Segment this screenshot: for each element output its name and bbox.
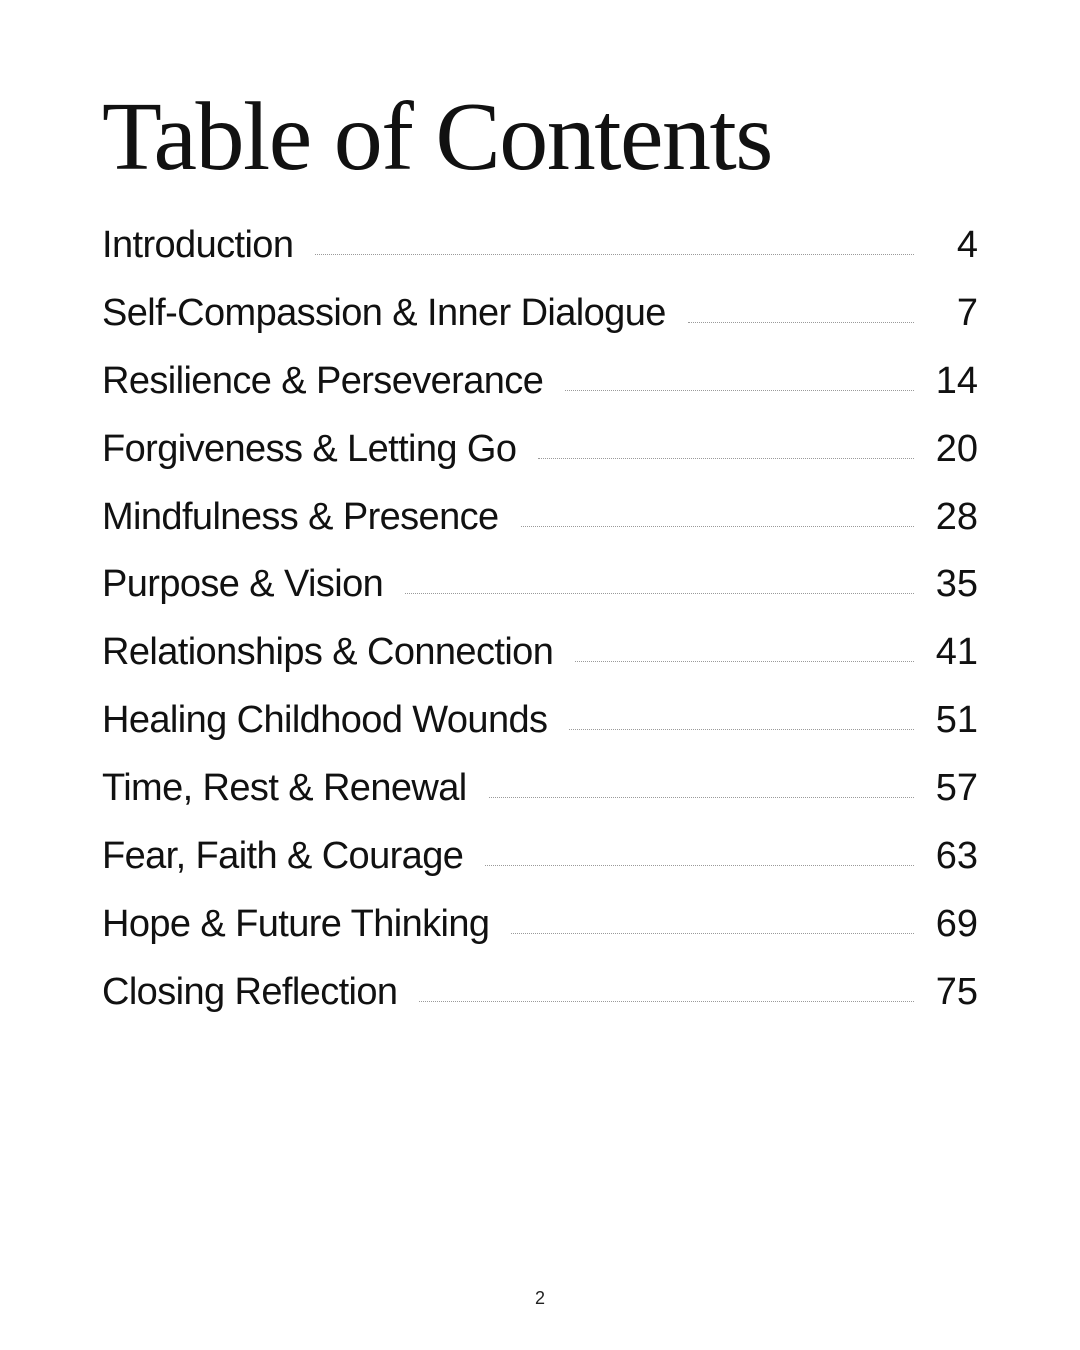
toc-entry-page: 75	[935, 970, 978, 1013]
dot-leader	[688, 322, 914, 323]
toc-entry-title: Forgiveness & Letting Go	[102, 427, 517, 470]
toc-entry	[102, 224, 978, 292]
toc-entry	[102, 563, 978, 631]
toc-entry	[102, 496, 978, 564]
toc-entry	[102, 767, 978, 835]
toc-entry-title: Relationships & Connection	[102, 631, 554, 674]
dot-leader	[511, 933, 913, 934]
toc-entry	[102, 699, 978, 767]
toc-entry-title: Hope & Future Thinking	[102, 902, 490, 945]
dot-leader	[315, 254, 914, 255]
toc-entry-page: 20	[935, 427, 978, 470]
toc-entry	[102, 835, 978, 903]
toc-entry-page: 41	[935, 631, 978, 674]
toc-entry-title: Healing Childhood Wounds	[102, 699, 548, 742]
toc-entry-page: 63	[935, 835, 978, 878]
toc-entry-page: 28	[935, 495, 978, 538]
toc-entry	[102, 360, 978, 428]
toc-entry	[102, 903, 978, 971]
toc-entry-page: 7	[956, 291, 978, 334]
toc-entry-title: Purpose & Vision	[102, 563, 384, 606]
toc-entry-title: Time, Rest & Renewal	[102, 767, 467, 810]
toc-entry-title: Closing Reflection	[102, 970, 398, 1013]
dot-leader	[575, 661, 913, 662]
dot-leader	[485, 865, 913, 866]
toc-entry	[102, 631, 978, 699]
toc-entry-title: Resilience & Perseverance	[102, 359, 544, 402]
dot-leader	[569, 729, 913, 730]
toc-entry-page: 51	[935, 699, 978, 742]
toc-entry-title: Mindfulness & Presence	[102, 495, 499, 538]
page-number: 2	[534, 1288, 545, 1308]
dot-leader	[521, 526, 914, 527]
toc-entry-title: Self-Compassion & Inner Dialogue	[102, 291, 666, 334]
dot-leader	[419, 1001, 913, 1002]
toc-entry-page: 35	[935, 563, 978, 606]
toc-entry	[102, 292, 978, 360]
toc-entry	[102, 428, 978, 496]
toc-entry-page: 69	[935, 902, 978, 945]
dot-leader	[489, 797, 914, 798]
toc-entry-page: 4	[956, 224, 978, 266]
page-title: Table of Contents	[102, 83, 772, 191]
toc-entry-page: 14	[935, 359, 978, 402]
toc-entry-title: Introduction	[102, 224, 294, 266]
toc-entry	[102, 971, 978, 1039]
toc-entry-page: 57	[935, 767, 978, 810]
dot-leader	[405, 593, 914, 594]
table-of-contents	[102, 224, 978, 1039]
dot-leader	[565, 390, 913, 391]
dot-leader	[538, 458, 913, 459]
toc-entry-title: Fear, Faith & Courage	[102, 835, 464, 878]
